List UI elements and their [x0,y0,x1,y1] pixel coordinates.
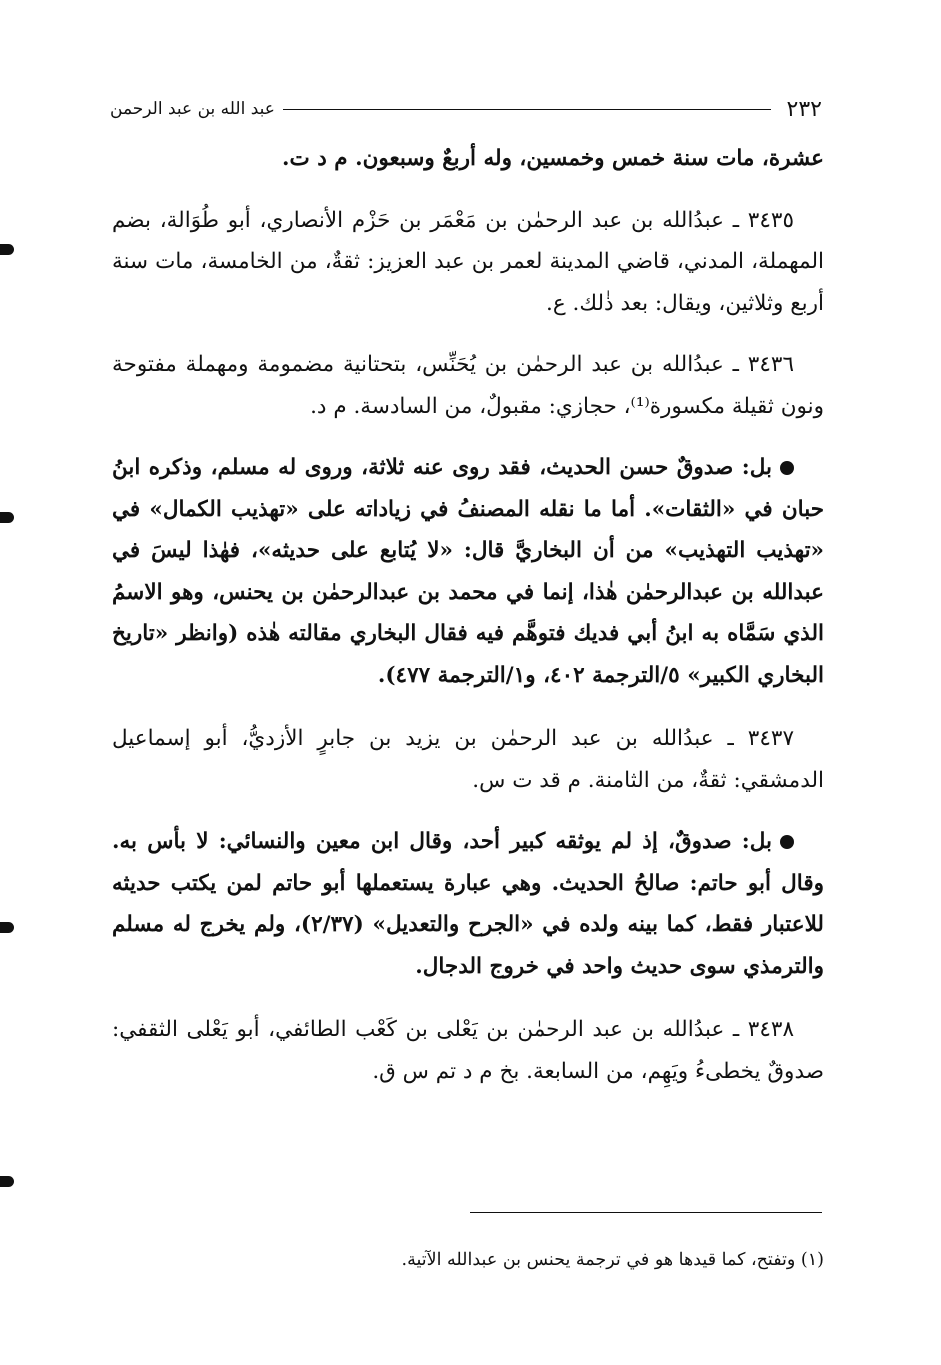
body-text [112,138,824,1112]
bullet-icon [780,461,794,475]
comment-3437-text: بل: صدوقٌ، إذ لم يوثقه كبير أحد، وقال ابن معين والنسائي: لا بأس به. وقال أبو حاتم: صالحُ الحديث. وهي عبارة يستعملها أبو حاتم لمن يكتب حديثه للاعتبار فقط، كما بينه ولده في «الجرح والتعديل» (٢/٣٧)، ولم يخرج له مسلم والترمذي سوى حديث واحد في خروج الدجال. [112,829,824,979]
scan-edge-mark [0,922,14,933]
scan-edge-mark [0,512,14,523]
header-rule [283,109,771,110]
scan-edge-mark [0,244,14,255]
entry-3435: ٣٤٣٥ ـ عبدُالله بن عبد الرحمٰن بن مَعْمَر بن حَزْم الأنصاري، أبو طُوَالة، بضم المهملة، المدني، قاضي المدينة لعمر بن عبد العزيز: ثقةٌ، من الخامسة، مات سنة أربع وثلاثين، ويقال: بعد ذٰلك. ع. [112,207,824,316]
entry-3437: ٣٤٣٧ ـ عبدُالله بن عبد الرحمٰن بن يزيد بن جابرٍ الأزديُّ، أبو إسماعيل الدمشقي: ثقةٌ، من الثامنة. م قد ت س. [112,726,824,793]
paragraph-continuation: عشرة، مات سنة خمس وخمسين، وله أربعٌ وسبعون. م د ت. [282,146,824,171]
bullet-icon [780,835,794,849]
page-number: ٢٣٢ [786,96,822,122]
scan-edge-mark [0,1176,14,1187]
footnote-rule [470,1212,822,1213]
running-header [110,92,822,126]
running-title: عبد الله بن عبد الرحمن [110,99,275,119]
comment-3436 [112,447,824,696]
entry-3436: ٣٤٣٦ ـ عبدُالله بن عبد الرحمٰن بن يُحَنِّس، بتحتانية مضمومة ومهملة مفتوحة ونون ثقيلة مكسورة⁽¹⁾، حجازي: مقبولٌ، من السادسة. م د. [112,352,824,419]
footnote: (١) وتفتح، كما قيدها هو في ترجمة يحنس بن عبدالله الآتية. [401,1250,824,1270]
entry-3438: ٣٤٣٨ ـ عبدُالله بن عبد الرحمٰن بن يَعْلى بن كَعْب الطائفي، أبو يَعْلى الثقفي: صدوقٌ يخطىءُ ويَهِم، من السابعة. بخ م د تم س ق. [112,1017,824,1084]
comment-3437 [112,821,824,987]
comment-3436-text: بل: صدوقٌ حسن الحديث، فقد روى عنه ثلاثة، وروى له مسلم، وذكره ابنُ حبان في «الثقات». أما ما نقله المصنفُ في زياداته على «تهذيب الكمال» في «تهذيب التهذيب» من أن البخاريَّ قال: «لا يُتابع على حديثه»، فهٰذا ليسَ في عبدالله بن عبدالرحمٰن هٰذا، إنما في محمد بن عبدالرحمٰن بن يحنس، وهو الاسمُ الذي سَمَّاه به ابنُ أبي فديك فتوهَّم فيه فقال البخاري مقالته هٰذه (وانظر «تاريخ البخاري الكبير» ٥/الترجمة ٤٠٢، و١/الترجمة ٤٧٧). [112,455,824,688]
